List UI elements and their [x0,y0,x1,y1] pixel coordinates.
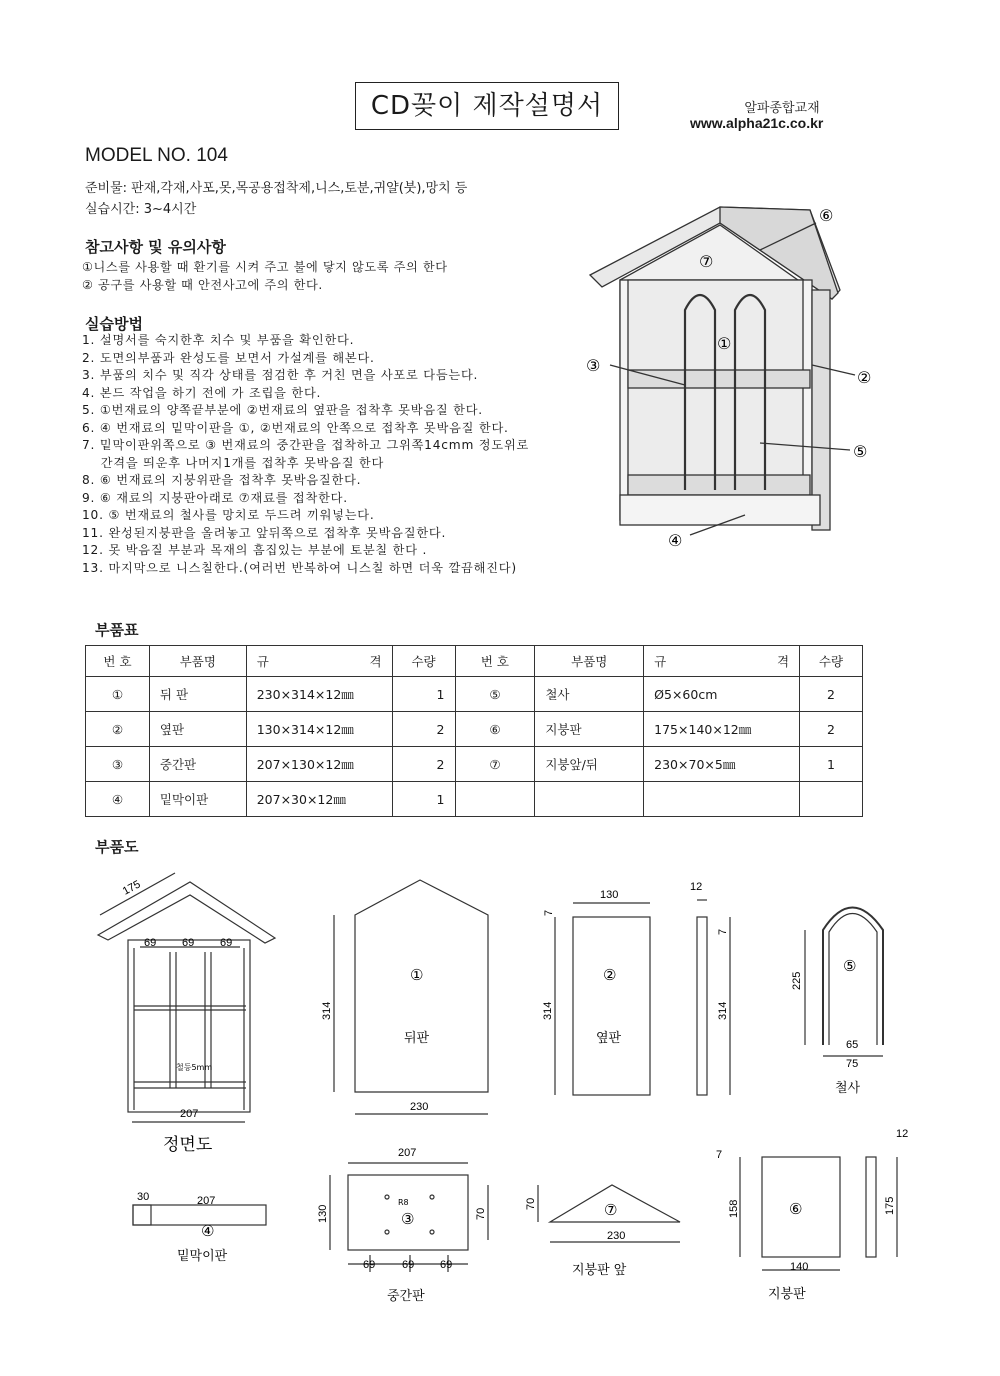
dim-label: 65 [846,1039,859,1051]
dim-label: 7 [717,928,729,935]
cell: 1 [800,747,863,782]
cell [535,782,644,817]
assembled-cd-rack-illustration [580,195,890,555]
cell: 207×130×12㎜ [246,747,392,782]
roof-board-number: ⑥ [789,1200,803,1218]
method-steps [82,332,529,577]
dim-label: 7 [716,1149,723,1161]
dim-label: 207 [398,1147,417,1159]
method-heading: 실습방법 [85,315,143,333]
col-header-name: 부품명 [535,646,644,677]
roof-front-name: 지붕판 앞 [572,1263,627,1278]
notes-heading: 참고사항 및 유의사항 [85,238,226,256]
dim-label: 12 [690,881,703,893]
dim-label: 69 [440,1259,453,1271]
parts-drawings [0,860,1000,1330]
note-item: ② 공구를 사용할 때 안전사고에 주의 한다. [82,278,323,292]
front-view-label: 정면도 [163,1135,213,1155]
company-name: 알파종합교재 [744,101,820,116]
method-step: 7. 밑막이판위쪽으로 ③ 번재료의 중간판을 접착하고 그위쪽14cmm 정도위로 [82,438,530,452]
cell: ① [86,677,150,712]
cell [800,782,863,817]
cell [455,782,535,817]
cell [644,782,800,817]
method-step: 11. 완성된지붕판을 올려놓고 앞뒤쪽으로 접착후 못박음질한다. [82,525,447,540]
col-header-spec-b: 격 [309,646,392,677]
roof-front-number: ⑦ [604,1201,618,1219]
cell: 철사 [535,677,644,712]
dim-label: 314 [717,1001,729,1020]
cell: ⑥ [455,712,535,747]
dim-label: 철등5mm [176,1063,213,1072]
wire-number: ⑤ [843,957,857,975]
cell: 230×70×5㎜ [644,747,800,782]
dim-label: 230 [410,1101,429,1113]
dim-label: 175 [120,878,143,898]
method-step: 2. 도면의부품과 완성도를 보면서 가설계를 해본다. [82,350,375,365]
roof-board-name: 지붕판 [768,1287,806,1302]
materials-line: 준비물: 판재,각재,사포,못,목공용접착제,니스,토분,귀얄(붓),망치 등 [85,181,468,196]
callout-4: ④ [668,531,683,550]
table-header-row [86,646,863,677]
callout-3: ③ [586,356,601,375]
col-header-name: 부품명 [149,646,246,677]
col-header-spec-b: 격 [717,646,800,677]
dim-label: 314 [321,1001,333,1020]
side-board-number: ② [603,966,617,984]
back-board-name: 뒤판 [404,1031,430,1046]
dim-label: 70 [525,1197,537,1210]
col-header-spec-a: 규 [644,646,717,677]
method-step: 13. 마지막으로 니스칠한다.(여러번 반복하여 니스칠 하면 더욱 깔끔해진다) [82,560,517,575]
col-header-spec-a: 규 [246,646,309,677]
method-step: 9. ⑥ 재료의 지붕판아래로 ⑦재료를 접착한다. [82,490,348,505]
dim-label: 12 [896,1128,909,1140]
callout-5: ⑤ [853,442,868,461]
cell: Ø5×60cm [644,677,800,712]
dim-label: R8 [398,1198,409,1207]
cell: ② [86,712,150,747]
dim-label: 140 [790,1261,809,1273]
table-row [86,677,863,712]
document-title: CD꽂이 제작설명서 [355,82,619,130]
cell: 2 [800,677,863,712]
bottom-board-number: ④ [201,1222,215,1240]
dim-label: 207 [180,1108,199,1120]
dim-label: 69 [363,1259,376,1271]
dim-label: 130 [600,889,619,901]
callout-2: ② [857,368,872,387]
parts-table-heading: 부품표 [95,621,139,639]
cell: 130×314×12㎜ [246,712,392,747]
method-step: 6. ④ 번재료의 밑막이판을 ①, ②번재료의 안쪽으로 접착후 못박음질 한다. [82,420,509,435]
drawings-heading: 부품도 [95,838,139,856]
cell: 지붕판 [535,712,644,747]
col-header-number: 번 호 [455,646,535,677]
col-header-qty: 수량 [392,646,455,677]
table-row [86,782,863,817]
cell: 1 [392,677,455,712]
parts-table [85,645,863,817]
cell: 1 [392,782,455,817]
dim-label: 175 [884,1196,896,1215]
method-step: 8. ⑥ 번재료의 지붕위판을 접착후 못박음질한다. [82,473,362,487]
method-step: 3. 부품의 치수 및 직각 상태를 점검한 후 거친 면을 사포로 다듬는다. [82,368,479,382]
method-step: 10. ⑤ 번재료의 철사를 망치로 두드려 끼워넣는다. [82,508,375,522]
dim-label: 70 [475,1207,487,1220]
cell: ⑦ [455,747,535,782]
cell: 뒤 판 [149,677,246,712]
method-step: 1. 설명서를 숙지한후 치수 및 부품을 확인한다. [82,333,355,347]
dim-label: 130 [317,1204,329,1223]
col-header-number: 번 호 [86,646,150,677]
cell: ④ [86,782,150,817]
dim-label: 314 [542,1001,554,1020]
back-board-number: ① [410,966,424,984]
method-step: 4. 본드 작업을 하기 전에 가 조립을 한다. [82,385,322,400]
col-header-qty: 수량 [800,646,863,677]
callout-7: ⑦ [699,252,714,271]
method-step: 간격을 띄운후 나머지1개를 접착후 못박음질 한다 [82,455,385,470]
time-line: 실습시간: 3~4시간 [85,202,197,217]
company-website: www.alpha21c.co.kr [690,115,824,131]
cell: 밑막이판 [149,782,246,817]
cell: 지붕앞/뒤 [535,747,644,782]
cell: 230×314×12㎜ [246,677,392,712]
dim-label: 230 [607,1230,626,1242]
dim-label: 207 [197,1195,216,1207]
table-row [86,712,863,747]
table-row [86,747,863,782]
cell: 2 [800,712,863,747]
cell: 2 [392,747,455,782]
cell: 중간판 [149,747,246,782]
side-board-name: 옆판 [596,1031,622,1046]
model-number: MODEL NO. 104 [85,145,228,166]
cell: 175×140×12㎜ [644,712,800,747]
cell: 2 [392,712,455,747]
dim-label: 69 [182,937,195,949]
dim-label: 69 [144,937,157,949]
callout-1: ① [717,334,732,353]
cell: 207×30×12㎜ [246,782,392,817]
method-step: 5. ①번재료의 양쪽끝부분에 ②번재료의 옆판을 접착후 못박음질 한다. [82,403,483,417]
cell: 옆판 [149,712,246,747]
bottom-board-name: 밑막이판 [177,1249,228,1264]
callout-6: ⑥ [819,206,834,225]
cell: ⑤ [455,677,535,712]
note-item: ①니스를 사용할 때 환기를 시켜 주고 불에 닿지 않도록 주의 한다 [82,260,448,274]
dim-label: 69 [220,937,233,949]
dim-label: 30 [137,1191,150,1203]
middle-board-number: ③ [401,1210,415,1228]
dim-label: 75 [846,1058,859,1070]
method-step: 12. 못 박음질 부분과 목재의 흠집있는 부분에 토분칠 한다 . [82,543,428,557]
dim-label: 7 [543,909,555,916]
cell: ③ [86,747,150,782]
dim-label: 158 [728,1199,740,1218]
dim-label: 225 [791,971,803,990]
middle-board-name: 중간판 [387,1289,425,1304]
wire-name: 철사 [835,1081,861,1096]
dim-label: 69 [402,1259,415,1271]
